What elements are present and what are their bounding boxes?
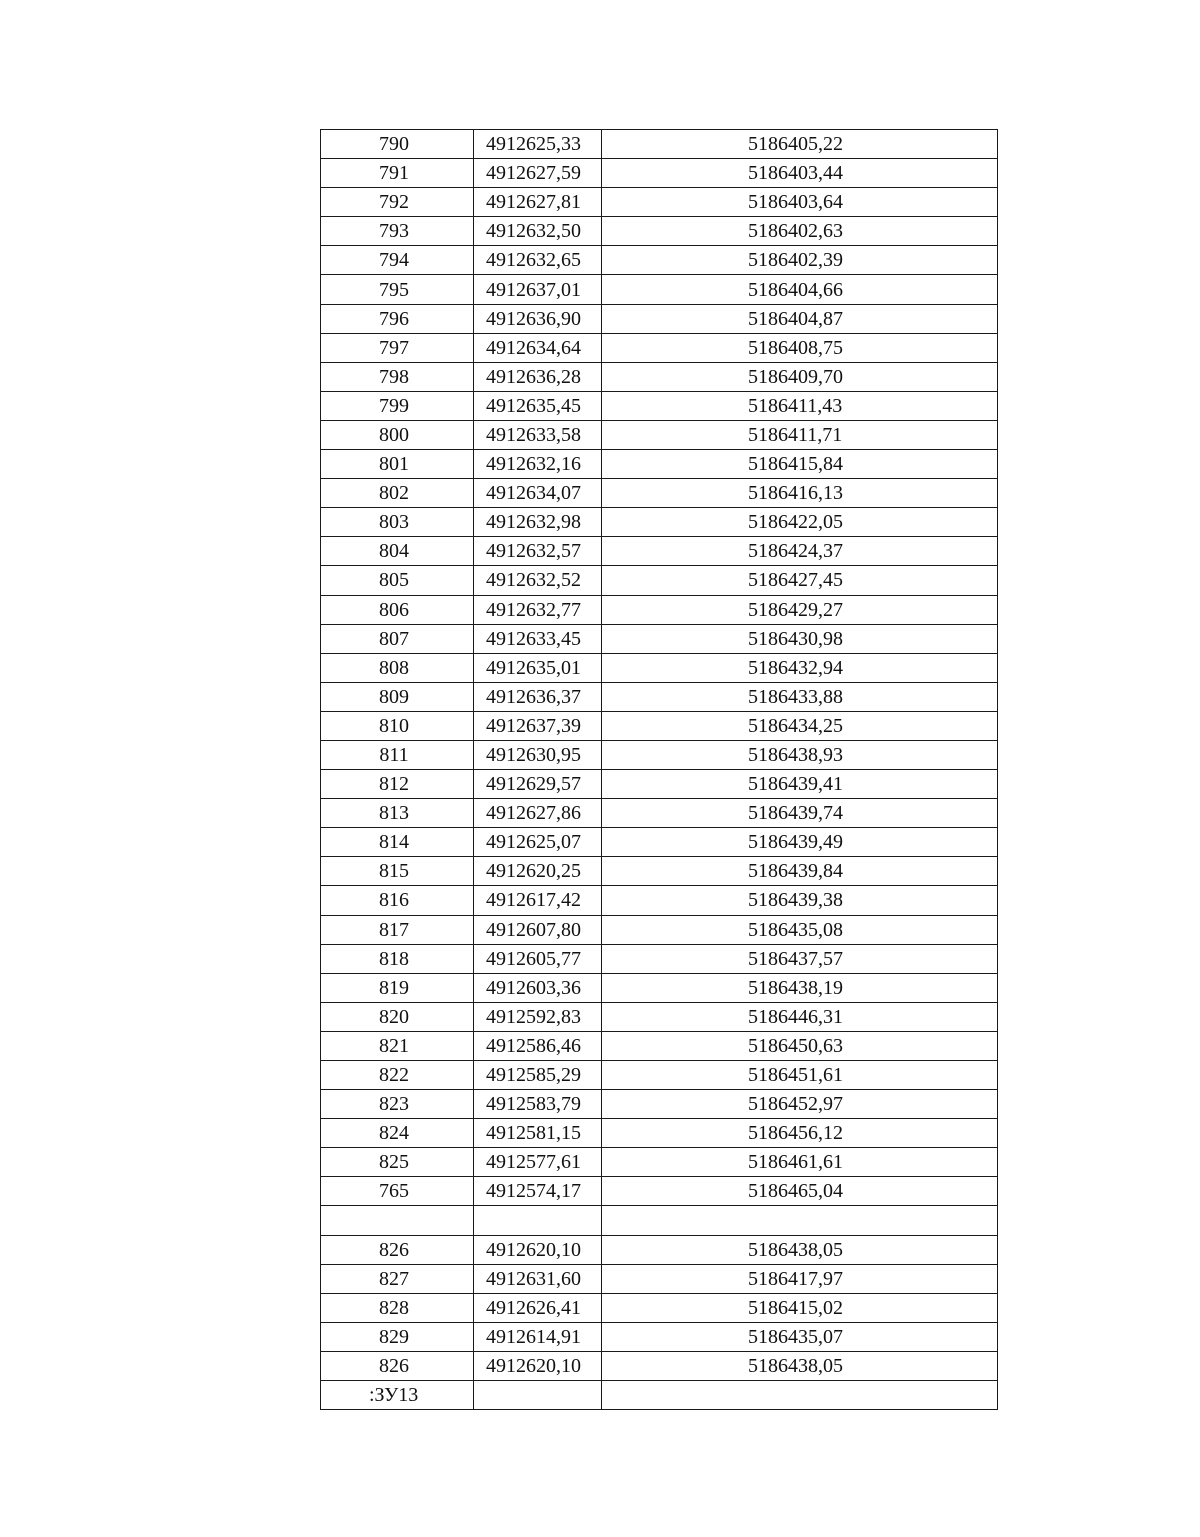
y-coordinate-cell: 5186465,04 (602, 1177, 998, 1206)
y-coordinate-cell: 5186452,97 (602, 1090, 998, 1119)
x-coordinate-cell: 4912636,37 (474, 682, 602, 711)
point-number-cell: 813 (321, 799, 474, 828)
point-number-cell: 798 (321, 362, 474, 391)
point-number-cell: 805 (321, 566, 474, 595)
table-row (321, 1235, 998, 1264)
parcel-label-row (321, 1381, 998, 1410)
y-coordinate-cell: 5186438,19 (602, 973, 998, 1002)
table-row (321, 537, 998, 566)
y-coordinate-cell: 5186435,07 (602, 1322, 998, 1351)
point-number-cell: 820 (321, 1002, 474, 1031)
table-row (321, 217, 998, 246)
x-coordinate-cell: 4912586,46 (474, 1031, 602, 1060)
x-coordinate-cell: 4912630,95 (474, 740, 602, 769)
table-row (321, 1090, 998, 1119)
point-number-cell: 821 (321, 1031, 474, 1060)
table-row (321, 653, 998, 682)
y-coordinate-cell: 5186405,22 (602, 130, 998, 159)
point-number-cell: 811 (321, 740, 474, 769)
x-coordinate-cell (474, 1206, 602, 1235)
point-number-cell: 822 (321, 1061, 474, 1090)
table-row (321, 304, 998, 333)
point-number-cell: 765 (321, 1177, 474, 1206)
table-row (321, 770, 998, 799)
x-coordinate-cell (474, 1381, 602, 1410)
x-coordinate-cell: 4912632,98 (474, 508, 602, 537)
point-number-cell: 817 (321, 915, 474, 944)
point-number-cell: 812 (321, 770, 474, 799)
point-number-cell: 801 (321, 450, 474, 479)
table-row (321, 479, 998, 508)
point-number-cell: 806 (321, 595, 474, 624)
y-coordinate-cell: 5186404,66 (602, 275, 998, 304)
x-coordinate-cell: 4912627,81 (474, 188, 602, 217)
point-number-cell: 823 (321, 1090, 474, 1119)
x-coordinate-cell: 4912620,10 (474, 1235, 602, 1264)
y-coordinate-cell: 5186450,63 (602, 1031, 998, 1060)
x-coordinate-cell: 4912605,77 (474, 944, 602, 973)
table-row (321, 450, 998, 479)
point-number-cell: 793 (321, 217, 474, 246)
table-row (321, 362, 998, 391)
point-number-cell: 816 (321, 886, 474, 915)
x-coordinate-cell: 4912634,07 (474, 479, 602, 508)
x-coordinate-cell: 4912592,83 (474, 1002, 602, 1031)
point-number-cell: 792 (321, 188, 474, 217)
y-coordinate-cell: 5186437,57 (602, 944, 998, 973)
table-row (321, 1351, 998, 1380)
x-coordinate-cell: 4912617,42 (474, 886, 602, 915)
point-number-cell: 796 (321, 304, 474, 333)
table-row (321, 595, 998, 624)
y-coordinate-cell: 5186438,05 (602, 1235, 998, 1264)
table-row (321, 915, 998, 944)
point-number-cell: 790 (321, 130, 474, 159)
table-row (321, 1031, 998, 1060)
point-number-cell: 824 (321, 1119, 474, 1148)
y-coordinate-cell: 5186417,97 (602, 1264, 998, 1293)
point-number-cell: 802 (321, 479, 474, 508)
y-coordinate-cell: 5186446,31 (602, 1002, 998, 1031)
y-coordinate-cell: 5186408,75 (602, 333, 998, 362)
table-row (321, 828, 998, 857)
empty-separator-row (321, 1206, 998, 1235)
y-coordinate-cell: 5186438,93 (602, 740, 998, 769)
y-coordinate-cell: 5186433,88 (602, 682, 998, 711)
x-coordinate-cell: 4912635,45 (474, 391, 602, 420)
point-number-cell (321, 1206, 474, 1235)
y-coordinate-cell: 5186415,84 (602, 450, 998, 479)
table-row (321, 973, 998, 1002)
table-row (321, 275, 998, 304)
table-row (321, 246, 998, 275)
y-coordinate-cell: 5186435,08 (602, 915, 998, 944)
table-row (321, 1119, 998, 1148)
x-coordinate-cell: 4912626,41 (474, 1293, 602, 1322)
point-number-cell: 815 (321, 857, 474, 886)
x-coordinate-cell: 4912627,59 (474, 159, 602, 188)
table-row (321, 1322, 998, 1351)
y-coordinate-cell: 5186461,61 (602, 1148, 998, 1177)
table-row (321, 566, 998, 595)
y-coordinate-cell: 5186422,05 (602, 508, 998, 537)
x-coordinate-cell: 4912632,52 (474, 566, 602, 595)
point-number-cell: 828 (321, 1293, 474, 1322)
x-coordinate-cell: 4912632,57 (474, 537, 602, 566)
point-number-cell: 795 (321, 275, 474, 304)
y-coordinate-cell: 5186439,49 (602, 828, 998, 857)
x-coordinate-cell: 4912637,39 (474, 711, 602, 740)
y-coordinate-cell: 5186451,61 (602, 1061, 998, 1090)
point-number-cell: 826 (321, 1235, 474, 1264)
point-number-cell: 807 (321, 624, 474, 653)
y-coordinate-cell: 5186411,43 (602, 391, 998, 420)
point-number-cell: 814 (321, 828, 474, 857)
y-coordinate-cell: 5186432,94 (602, 653, 998, 682)
x-coordinate-cell: 4912629,57 (474, 770, 602, 799)
y-coordinate-cell: 5186404,87 (602, 304, 998, 333)
y-coordinate-cell: 5186434,25 (602, 711, 998, 740)
y-coordinate-cell: 5186424,37 (602, 537, 998, 566)
table-row (321, 1264, 998, 1293)
x-coordinate-cell: 4912632,16 (474, 450, 602, 479)
table-row (321, 188, 998, 217)
table-row (321, 944, 998, 973)
x-coordinate-cell: 4912631,60 (474, 1264, 602, 1293)
table-row (321, 857, 998, 886)
x-coordinate-cell: 4912637,01 (474, 275, 602, 304)
point-number-cell: 808 (321, 653, 474, 682)
y-coordinate-cell: 5186402,63 (602, 217, 998, 246)
table-row (321, 682, 998, 711)
point-number-cell: 825 (321, 1148, 474, 1177)
table-row (321, 711, 998, 740)
y-coordinate-cell: 5186411,71 (602, 420, 998, 449)
y-coordinate-cell: 5186409,70 (602, 362, 998, 391)
point-number-cell: 818 (321, 944, 474, 973)
point-number-cell: 829 (321, 1322, 474, 1351)
x-coordinate-cell: 4912636,90 (474, 304, 602, 333)
x-coordinate-cell: 4912627,86 (474, 799, 602, 828)
table-row (321, 130, 998, 159)
table-row (321, 508, 998, 537)
table-row (321, 740, 998, 769)
y-coordinate-cell (602, 1206, 998, 1235)
x-coordinate-cell: 4912577,61 (474, 1148, 602, 1177)
y-coordinate-cell (602, 1381, 998, 1410)
table-row (321, 159, 998, 188)
x-coordinate-cell: 4912625,33 (474, 130, 602, 159)
table-row (321, 799, 998, 828)
point-number-cell: 794 (321, 246, 474, 275)
y-coordinate-cell: 5186439,41 (602, 770, 998, 799)
x-coordinate-cell: 4912634,64 (474, 333, 602, 362)
x-coordinate-cell: 4912632,77 (474, 595, 602, 624)
point-number-cell: 804 (321, 537, 474, 566)
y-coordinate-cell: 5186439,84 (602, 857, 998, 886)
y-coordinate-cell: 5186427,45 (602, 566, 998, 595)
x-coordinate-cell: 4912632,50 (474, 217, 602, 246)
y-coordinate-cell: 5186415,02 (602, 1293, 998, 1322)
point-number-cell: 826 (321, 1351, 474, 1380)
y-coordinate-cell: 5186456,12 (602, 1119, 998, 1148)
y-coordinate-cell: 5186430,98 (602, 624, 998, 653)
table-row (321, 624, 998, 653)
table-row (321, 1148, 998, 1177)
point-number-cell: 819 (321, 973, 474, 1002)
point-number-cell: 810 (321, 711, 474, 740)
y-coordinate-cell: 5186429,27 (602, 595, 998, 624)
y-coordinate-cell: 5186416,13 (602, 479, 998, 508)
x-coordinate-cell: 4912607,80 (474, 915, 602, 944)
table-row (321, 1293, 998, 1322)
y-coordinate-cell: 5186403,44 (602, 159, 998, 188)
table-row (321, 391, 998, 420)
point-number-cell: 791 (321, 159, 474, 188)
table-row (321, 886, 998, 915)
x-coordinate-cell: 4912574,17 (474, 1177, 602, 1206)
point-number-cell: 809 (321, 682, 474, 711)
x-coordinate-cell: 4912633,45 (474, 624, 602, 653)
x-coordinate-cell: 4912585,29 (474, 1061, 602, 1090)
x-coordinate-cell: 4912633,58 (474, 420, 602, 449)
y-coordinate-cell: 5186439,74 (602, 799, 998, 828)
y-coordinate-cell: 5186438,05 (602, 1351, 998, 1380)
x-coordinate-cell: 4912614,91 (474, 1322, 602, 1351)
table-row (321, 420, 998, 449)
x-coordinate-cell: 4912635,01 (474, 653, 602, 682)
point-number-cell: 799 (321, 391, 474, 420)
x-coordinate-cell: 4912581,15 (474, 1119, 602, 1148)
point-number-cell: 827 (321, 1264, 474, 1293)
x-coordinate-cell: 4912632,65 (474, 246, 602, 275)
x-coordinate-cell: 4912583,79 (474, 1090, 602, 1119)
point-number-cell: 803 (321, 508, 474, 537)
y-coordinate-cell: 5186403,64 (602, 188, 998, 217)
x-coordinate-cell: 4912620,10 (474, 1351, 602, 1380)
table-row (321, 1061, 998, 1090)
x-coordinate-cell: 4912620,25 (474, 857, 602, 886)
point-number-cell: 797 (321, 333, 474, 362)
y-coordinate-cell: 5186402,39 (602, 246, 998, 275)
x-coordinate-cell: 4912636,28 (474, 362, 602, 391)
coordinates-table-body (321, 130, 998, 1410)
parcel-label-cell: :ЗУ13 (321, 1381, 474, 1410)
table-row (321, 333, 998, 362)
x-coordinate-cell: 4912625,07 (474, 828, 602, 857)
coordinates-table (320, 129, 998, 1410)
table-row (321, 1002, 998, 1031)
table-row (321, 1177, 998, 1206)
y-coordinate-cell: 5186439,38 (602, 886, 998, 915)
point-number-cell: 800 (321, 420, 474, 449)
x-coordinate-cell: 4912603,36 (474, 973, 602, 1002)
